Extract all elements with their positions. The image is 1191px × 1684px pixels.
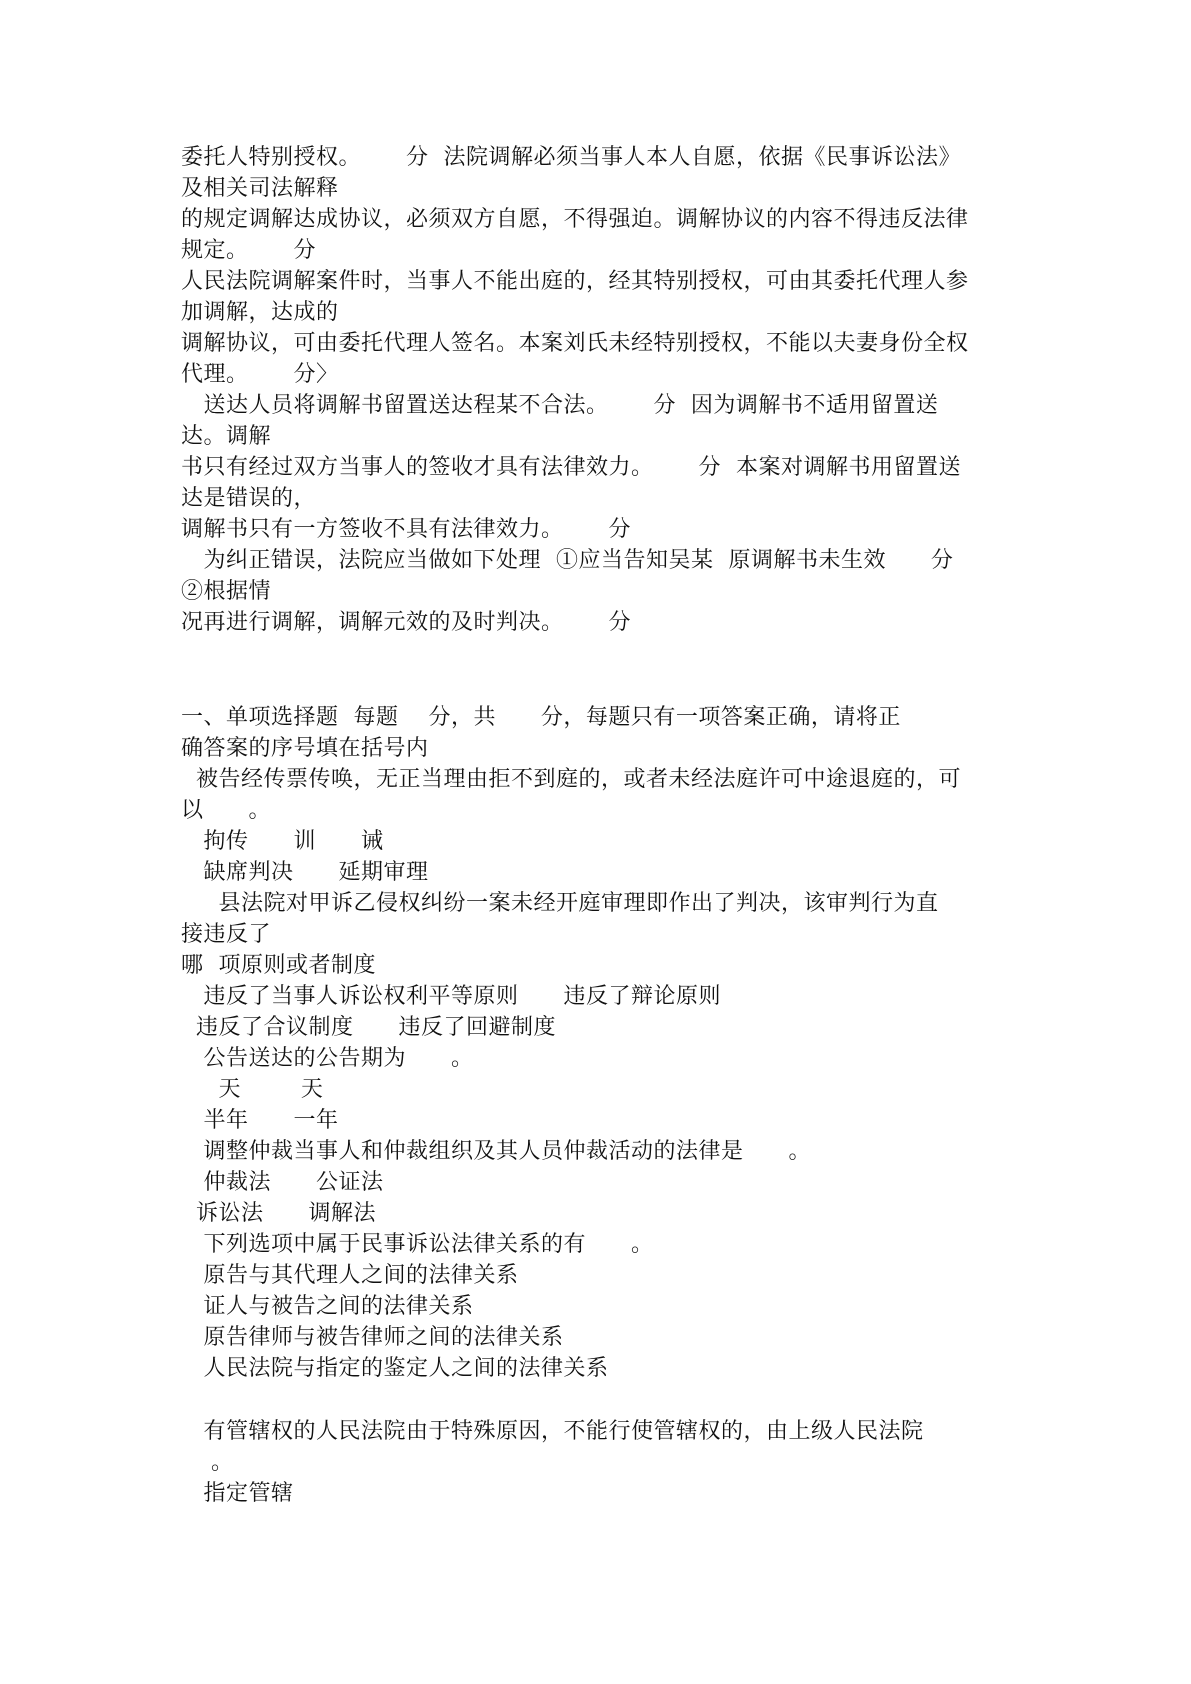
- question-text: 有管辖权的人民法院由于特殊原因，不能行使管辖权的，由上级人民法院: [181, 1419, 924, 1444]
- text-line: 规定。 分: [181, 238, 316, 263]
- text-line: 的规定调解达成协议，必须双方自愿，不得强迫。调解协议的内容不得违反法律: [181, 207, 969, 232]
- text-line: 达是错误的，: [181, 486, 317, 511]
- question-text: 下列选项中属于民事诉讼法律关系的有 。: [181, 1232, 654, 1257]
- text-line: 送达人员将调解书留置送达程某不合法。 分 因为调解书不适用留置送: [181, 393, 939, 418]
- text-line: 接违反了: [181, 922, 272, 947]
- option-line: 天 天: [181, 1077, 324, 1102]
- text-line: 确答案的序号填在括号内: [181, 736, 429, 761]
- option-line: 原告与其代理人之间的法律关系: [181, 1263, 519, 1288]
- option-line: 违反了当事人诉讼权利平等原则 违反了辩论原则: [181, 984, 721, 1009]
- question-text: 县法院对甲诉乙侵权纠纷一案未经开庭审理即作出了判决，该审判行为直: [181, 891, 939, 916]
- text-line: 为纠正错误，法院应当做如下处理 ①应当告知吴某 原调解书未生效 分: [181, 548, 954, 573]
- option-line: 仲裁法 公证法: [181, 1170, 384, 1195]
- question-text: 公告送达的公告期为 。: [181, 1046, 474, 1071]
- question-text: 调整仲裁当事人和仲裁组织及其人员仲裁活动的法律是 。: [181, 1139, 811, 1164]
- text-line: 代理。 分〉: [181, 362, 339, 387]
- option-line: 指定管辖: [181, 1481, 294, 1506]
- option-line: 原告律师与被告律师之间的法律关系: [181, 1325, 564, 1350]
- section-heading: 一、单项选择题 每题 分，共 分，每题只有一项答案正确，请将正: [181, 705, 901, 730]
- text-line: 。: [181, 1450, 234, 1475]
- question-text: 被告经传票传唤，无正当理由拒不到庭的，或者未经法庭许可中途退庭的，可: [181, 767, 961, 792]
- option-line: 拘传 训 诫: [181, 829, 384, 854]
- text-line: 委托人特别授权。 分 法院调解必须当事人本人自愿，依据《民事诉讼法》: [181, 145, 961, 170]
- option-line: 违反了合议制度 违反了回避制度: [181, 1015, 556, 1040]
- option-line: 诉讼法 调解法: [181, 1201, 376, 1226]
- text-line: 达。调解: [181, 424, 272, 449]
- text-line: 调解书只有一方签收不具有法律效力。 分: [181, 517, 631, 542]
- text-line: 书只有经过双方当事人的签收才具有法律效力。 分 本案对调解书用留置送: [181, 455, 961, 480]
- option-line: 缺席判决 延期审理: [181, 860, 429, 885]
- text-line: 加调解，达成的: [181, 300, 339, 325]
- text-line: 调解协议，可由委托代理人签名。本案刘氏未经特别授权，不能以夫妻身份全权: [181, 331, 969, 356]
- text-line: ②根据情: [181, 579, 272, 604]
- text-line: 况再进行调解，调解元效的及时判决。 分: [181, 610, 631, 635]
- text-line: 人民法院调解案件时，当事人不能出庭的，经其特别授权，可由其委托代理人参: [181, 269, 969, 294]
- text-line: 哪 项原则或者制度: [181, 953, 376, 978]
- option-line: 人民法院与指定的鉴定人之间的法律关系: [181, 1356, 609, 1381]
- text-line: 以 。: [181, 798, 271, 823]
- option-line: 证人与被告之间的法律关系: [181, 1294, 474, 1319]
- text-line: 及相关司法解释: [181, 176, 339, 201]
- option-line: 半年 一年: [181, 1108, 339, 1133]
